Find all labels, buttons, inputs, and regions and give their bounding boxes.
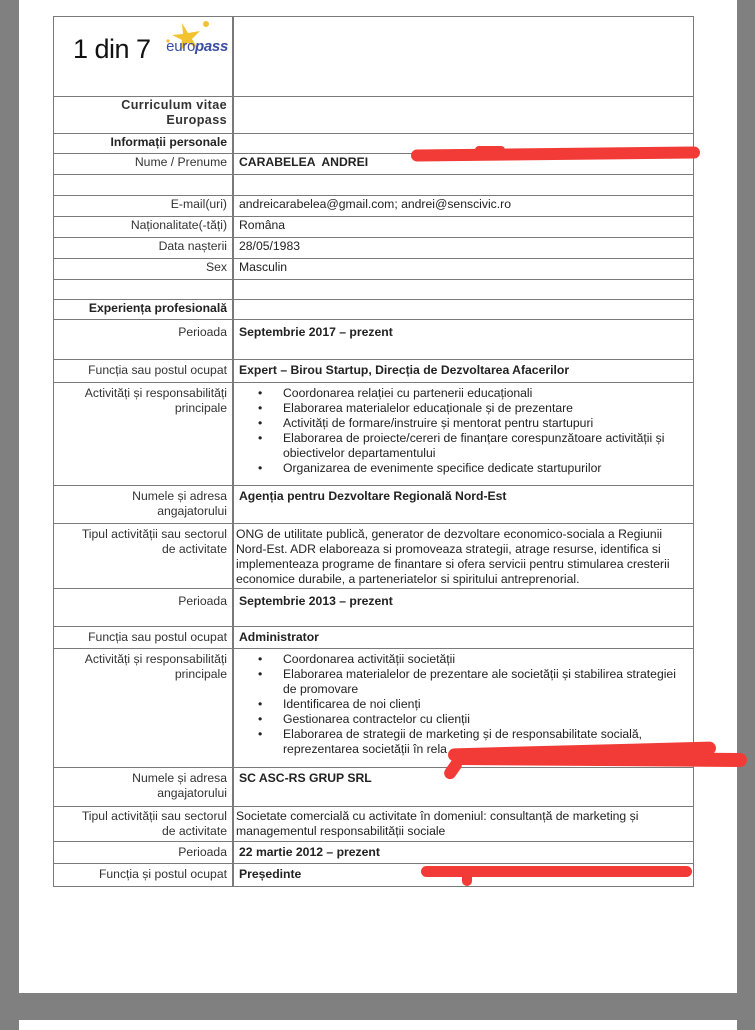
europass-logo: europass (166, 38, 228, 55)
label-line: Tipul activității sau sectorul (81, 809, 227, 823)
label-line: angajatorului (157, 504, 227, 518)
job1-sector-value: ONG de utilitate publică, generator de dezvoltare economico-sociala a Regiunii Nord-Est. ADR elaboreaza si promoveaza strategii, atrage resurse, identifica si implementeaza programe de finantare si ofera servicii pentru stimularea cresterii economice durabile, a parteneriatelor si spiritului antreprenorial. (233, 524, 694, 589)
list-item: • Elaborarea de proiecte/cereri de finanțare corespunzătoare activității și obiectivelor departamentului (283, 431, 688, 461)
job2-activities-label (54, 649, 234, 768)
redaction-mark (452, 751, 747, 767)
job1-activities-list (239, 386, 688, 476)
list-item: • Activități de formare/instruire și mentorat pentru startupuri (283, 416, 688, 431)
email-value: andreicarabelea@gmail.com; andrei@senscivic.ro (233, 196, 694, 217)
job1-activities-label (54, 383, 234, 486)
job1-employer-label (54, 486, 234, 524)
label-line: Tipul activității sau sectorul (81, 527, 227, 541)
label-line: principale (174, 667, 227, 681)
job3-position-label: Funcția și postul ocupat (54, 864, 234, 887)
label-line: angajatorului (157, 786, 227, 800)
empty-cell (233, 300, 694, 320)
sex-value: Masculin (233, 259, 694, 280)
job2-sector-label (54, 807, 234, 842)
job3-period-label: Perioada (54, 842, 234, 864)
section-experience: Experiența profesională (54, 300, 234, 320)
job2-employer-label (54, 768, 234, 807)
page-counter: 1 din 7 (73, 34, 151, 64)
header-right-cell (233, 17, 694, 97)
job2-period-value: Septembrie 2013 – prezent (233, 589, 694, 627)
job2-position-label: Funcția sau postul ocupat (54, 627, 234, 649)
job2-period-label: Perioada (54, 589, 234, 627)
label-line: Activități și responsabilități (84, 386, 227, 400)
nationality-value: Româna (233, 217, 694, 238)
job1-position-value: Expert – Birou Startup, Direcția de Dezvoltarea Afacerilor (233, 360, 694, 383)
empty-cell (233, 175, 694, 196)
name-label: Nume / Prenume (54, 154, 234, 175)
empty-cell (233, 280, 694, 300)
label-line: principale (174, 401, 227, 415)
email-label: E-mail(uri) (54, 196, 234, 217)
job1-activities (233, 383, 694, 486)
job2-position-value: Administrator (233, 627, 694, 649)
birthdate-label: Data nașterii (54, 238, 234, 259)
label-line: de activitate (161, 824, 227, 838)
list-item: • Elaborarea materialelor de prezentare ale societății și stabilirea strategiei de promovare (283, 667, 688, 697)
document-page-2 (19, 1020, 737, 1030)
section-personal-info: Informații personale (54, 134, 234, 154)
cv-title (54, 97, 234, 134)
empty-cell (233, 97, 694, 134)
redaction-mark (462, 872, 472, 886)
nationality-label: Naționalitate(-tăți) (54, 217, 234, 238)
job2-employer-value: SC ASC-RS GRUP SRL (233, 768, 694, 807)
list-item: • Coordonarea activității societății (283, 652, 688, 667)
sex-label: Sex (54, 259, 234, 280)
cv-title-line1: Curriculum vitae (121, 98, 227, 112)
empty-cell (54, 175, 234, 196)
job3-position-value: Președinte (233, 864, 694, 887)
empty-cell (54, 280, 234, 300)
label-line: Activități și responsabilități (84, 652, 227, 666)
cv-title-line2: Europass (166, 113, 227, 127)
job1-position-label: Funcția sau postul ocupat (54, 360, 234, 383)
job3-period-value: 22 martie 2012 – prezent (233, 842, 694, 864)
label-line: Numele și adresa (132, 489, 227, 503)
job2-activities-list (239, 652, 688, 757)
list-item: • Gestionarea contractelor cu clienții (283, 712, 688, 727)
list-item: • Elaborarea de strategii de marketing și de responsabilitate socială, reprezentarea societății în rela (283, 727, 688, 757)
list-item: • Elaborarea materialelor educaționale și de prezentare (283, 401, 688, 416)
job1-employer-value: Agenția pentru Dezvoltare Regională Nord-Est (233, 486, 694, 524)
job1-period-value: Septembrie 2017 – prezent (233, 320, 694, 360)
name-value: CARABELEA ANDREI (233, 154, 694, 175)
label-line: de activitate (161, 542, 227, 556)
list-item: • Organizarea de evenimente specifice dedicate startupurilor (283, 461, 688, 476)
redaction-mark (475, 146, 505, 154)
birthdate-value: 28/05/1983 (233, 238, 694, 259)
label-line: Numele și adresa (132, 771, 227, 785)
logo-cell (54, 17, 234, 97)
list-item: • Coordonarea relației cu partenerii educaționali (283, 386, 688, 401)
job1-period-label: Perioada (54, 320, 234, 360)
job1-sector-label (54, 524, 234, 589)
job2-sector-value: Societate comercială cu activitate în domeniul: consultanță de marketing și managementul responsabilității sociale (233, 807, 694, 842)
list-item: • Identificarea de noi clienți (283, 697, 688, 712)
